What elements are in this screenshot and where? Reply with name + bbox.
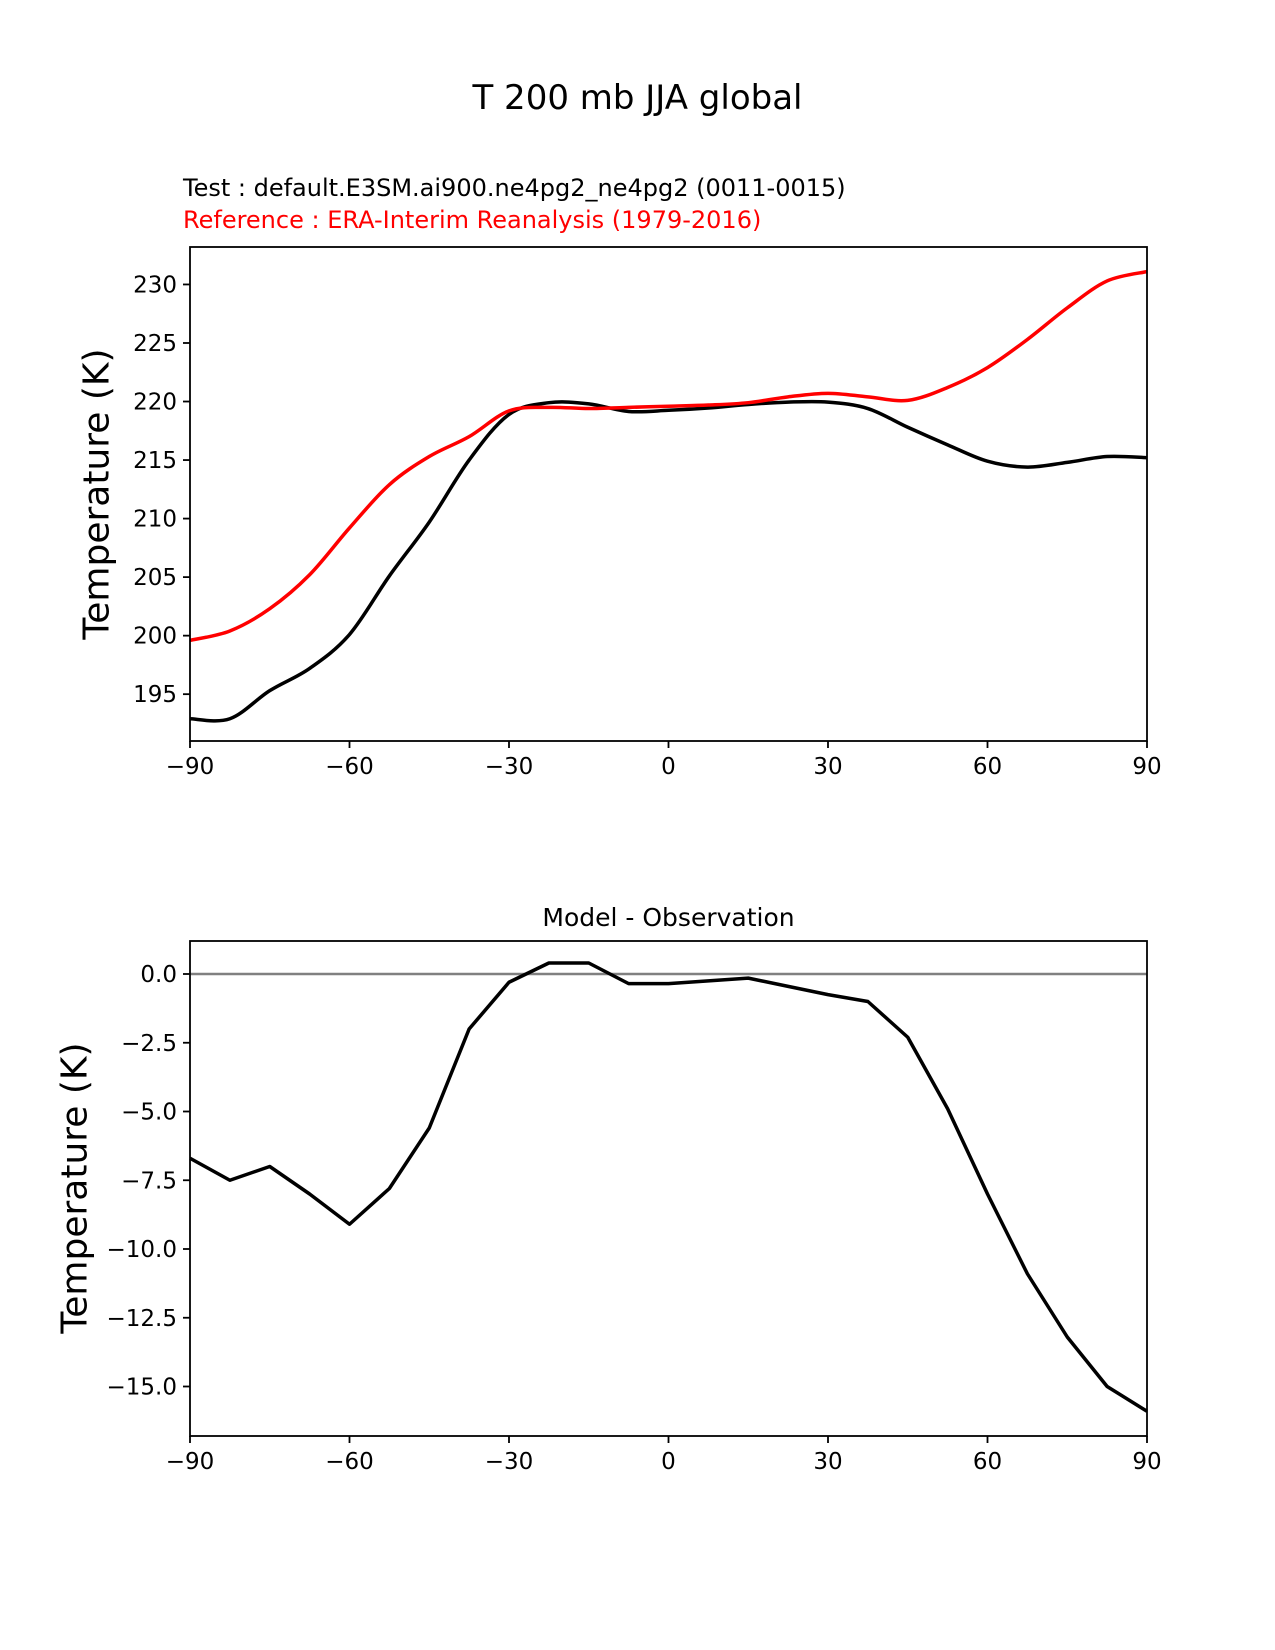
top-chart-ylabel: Temperature (K) bbox=[76, 348, 118, 640]
x-tick-label: −60 bbox=[325, 1449, 374, 1475]
series-line-reference bbox=[190, 272, 1147, 641]
y-tick-label: −12.5 bbox=[106, 1305, 177, 1332]
chart-0 bbox=[133, 247, 1162, 780]
x-tick-label: −90 bbox=[165, 1449, 215, 1475]
y-tick-label: 0.0 bbox=[140, 962, 177, 988]
y-tick-label: −2.5 bbox=[121, 1030, 177, 1057]
y-tick-label: −5.0 bbox=[121, 1099, 177, 1126]
x-tick-label: 60 bbox=[972, 754, 1003, 780]
y-tick-label: 195 bbox=[133, 682, 177, 709]
x-tick-label: −60 bbox=[325, 754, 374, 780]
figure-title: T 200 mb JJA global bbox=[472, 78, 803, 118]
series-line-test bbox=[190, 402, 1147, 721]
y-tick-label: 205 bbox=[133, 565, 177, 592]
x-tick-label: 90 bbox=[1132, 1449, 1162, 1475]
y-tick-label: 215 bbox=[133, 448, 177, 475]
x-tick-label: −30 bbox=[484, 754, 534, 780]
plot-frame bbox=[190, 941, 1147, 1436]
x-tick-label: 0 bbox=[661, 754, 676, 780]
y-tick-label: 200 bbox=[133, 623, 177, 650]
x-tick-label: −90 bbox=[165, 754, 215, 780]
y-tick-label: 210 bbox=[133, 506, 177, 533]
x-tick-label: 30 bbox=[813, 1449, 843, 1475]
y-tick-label: −7.5 bbox=[121, 1168, 177, 1195]
x-tick-label: 30 bbox=[813, 754, 843, 780]
reference-label: Reference : ERA-Interim Reanalysis (1979-2016) bbox=[183, 206, 762, 234]
y-tick-label: 225 bbox=[133, 330, 177, 357]
x-tick-label: 0 bbox=[661, 1449, 676, 1475]
y-tick-label: −10.0 bbox=[106, 1237, 177, 1263]
x-tick-label: −30 bbox=[484, 1449, 534, 1475]
x-tick-label: 60 bbox=[972, 1449, 1003, 1475]
test-label: Test : default.E3SM.ai900.ne4pg2_ne4pg2 (0011-0015) bbox=[183, 174, 846, 202]
bottom-chart-title: Model - Observation bbox=[542, 903, 795, 932]
series-line-diff bbox=[190, 963, 1147, 1411]
x-tick-label: 90 bbox=[1132, 754, 1162, 780]
y-tick-label: −15.0 bbox=[106, 1374, 177, 1401]
y-tick-label: 230 bbox=[133, 272, 177, 299]
chart-1 bbox=[107, 941, 1162, 1475]
bottom-chart-ylabel: Temperature (K) bbox=[54, 1042, 96, 1334]
y-tick-label: 220 bbox=[133, 389, 177, 416]
plot-frame bbox=[190, 247, 1147, 741]
